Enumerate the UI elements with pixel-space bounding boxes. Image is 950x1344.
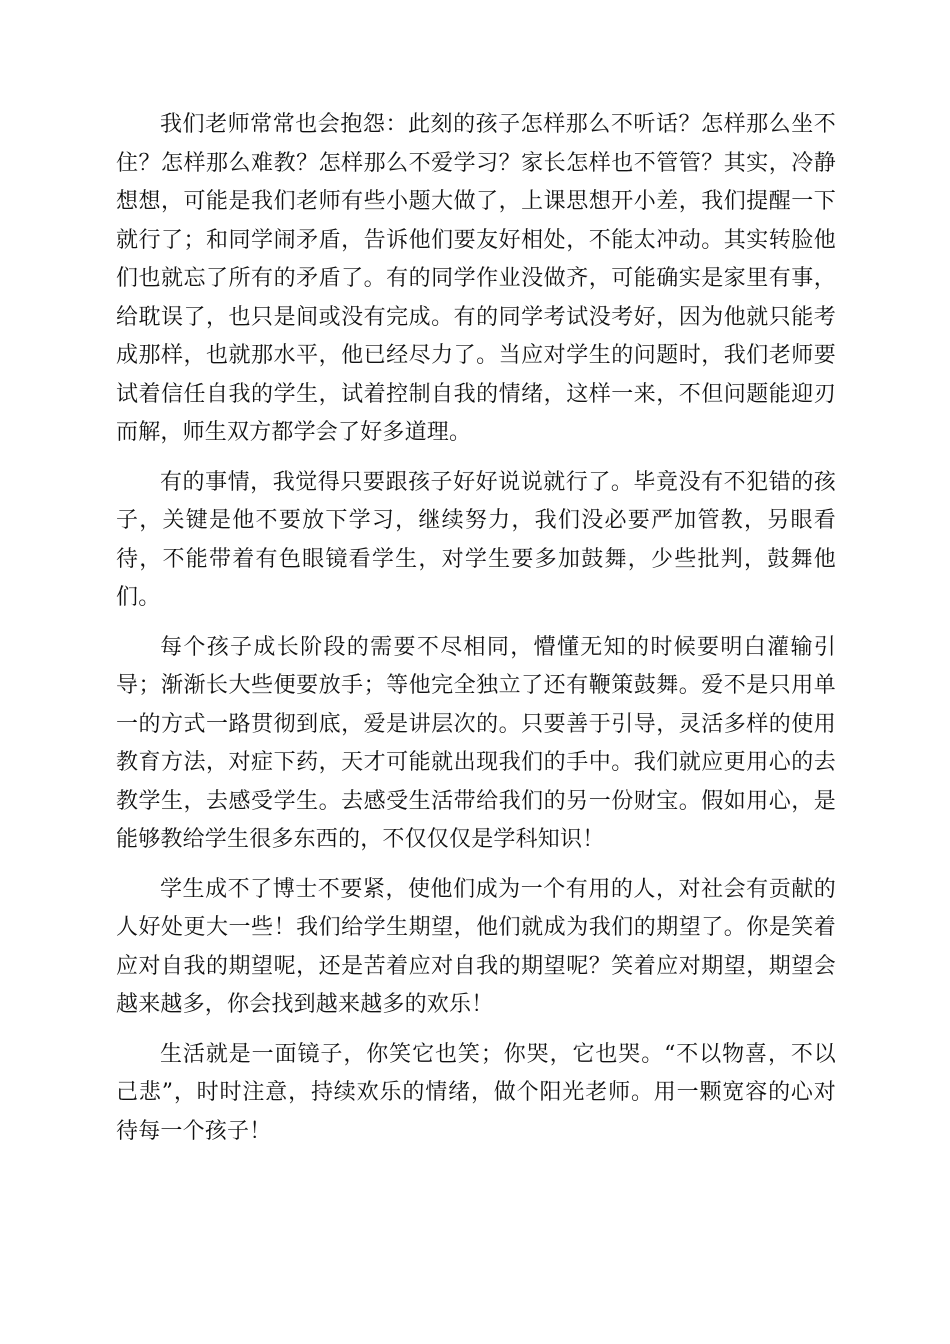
document-body [116,106,836,1162]
paragraph-4: 学生成不了博士不要紧，使他们成为一个有用的人，对社会有贡献的人好处更大一些！我们给学生期望，他们就成为我们的期望了。你是笑着应对自我的期望呢，还是苦着应对自我的期望呢？笑着应对期望，期望会越来越多，你会找到越来越多的欢乐！ [116,876,836,1017]
paragraph-2: 有的事情，我觉得只要跟孩子好好说说就行了。毕竟没有不犯错的孩子，关键是他不要放下学习，继续努力，我们没必要严加管教，另眼看待，不能带着有色眼镜看学生，对学生要多加鼓舞，少些批判，鼓舞他们。 [116,469,836,610]
paragraph-1: 我们老师常常也会抱怨：此刻的孩子怎样那么不听话？怎样那么坐不住？怎样那么难教？怎样那么不爱学习？家长怎样也不管管？其实，冷静想想，可能是我们老师有些小题大做了，上课思想开小差，我们提醒一下就行了；和同学闹矛盾，告诉他们要友好相处，不能太冲动。其实转脸他们也就忘了所有的矛盾了。有的同学作业没做齐，可能确实是家里有事，给耽误了，也只是间或没有完成。有的同学考试没考好，因为他就只能考成那样，也就那水平，他已经尽力了。当应对学生的问题时，我们老师要试着信任自我的学生，试着控制自我的情绪，这样一来，不但问题能迎刃而解，师生双方都学会了好多道理。 [116,112,836,445]
paragraph-5: 生活就是一面镜子，你笑它也笑；你哭，它也哭。“不以物喜，不以己悲”，时时注意，持续欢乐的情绪，做个阳光老师。用一颗宽容的心对待每一个孩子！ [116,1041,836,1144]
paragraph-3: 每个孩子成长阶段的需要不尽相同，懵懂无知的时候要明白灌输引导；渐渐长大些便要放手；等他完全独立了还有鞭策鼓舞。爱不是只用单一的方式一路贯彻到底，爱是讲层次的。只要善于引导，灵活多样的使用教育方法，对症下药，天才可能就出现我们的手中。我们就应更用心的去教学生，去感受学生。去感受生活带给我们的另一份财宝。假如用心，是能够教给学生很多东西的，不仅仅仅是学科知识！ [116,634,836,852]
